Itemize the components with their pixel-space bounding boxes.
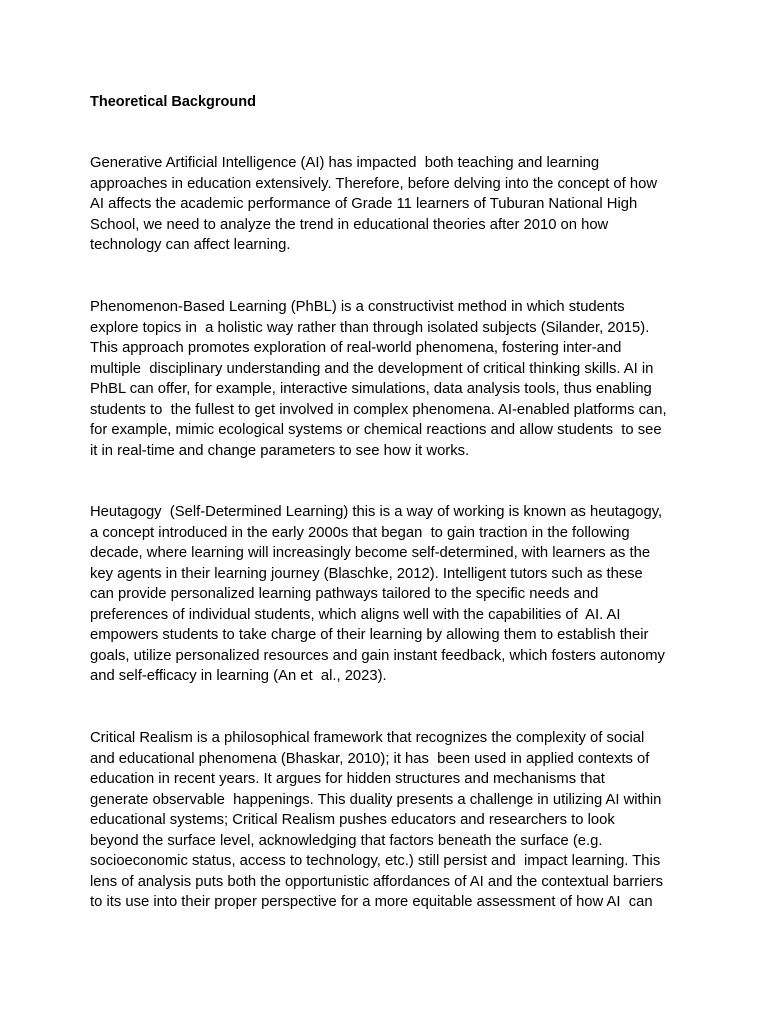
paragraph-line: and self-efficacy in learning (An et al., 2023). [90, 668, 387, 684]
paragraph-line: Heutagogy (Self-Determined Learning) this is a way of working is known as heutagogy, [90, 504, 663, 520]
paragraph-line: empowers students to take charge of their learning by allowing them to establish their [90, 627, 649, 643]
paragraph-line: educational systems; Critical Realism pushes educators and researchers to look [90, 812, 615, 828]
paragraph-line: goals, utilize personalized resources and gain instant feedback, which fosters autonomy [90, 647, 665, 664]
paragraph-line: can provide personalized learning pathways tailored to the specific needs and [90, 586, 599, 602]
paragraph-line: students to the fullest to get involved in complex phenomena. AI-enabled platforms can, [90, 401, 667, 418]
paragraph-line: and educational phenomena (Bhaskar, 2010); it has been used in applied contexts of [90, 750, 650, 767]
paragraph-line: generate observable happenings. This duality presents a challenge in utilizing AI within [90, 791, 662, 808]
paragraph-line: for example, mimic ecological systems or chemical reactions and allow students to see [90, 422, 662, 438]
paragraph-line: to its use into their proper perspective for a more equitable assessment of how AI can [90, 894, 653, 910]
paragraph-line: explore topics in a holistic way rather than through isolated subjects (Silander, 2015). [90, 319, 650, 336]
paragraph-line: Generative Artificial Intelligence (AI) has impacted both teaching and learning [90, 155, 600, 171]
paragraph-line: education in recent years. It argues for hidden structures and mechanisms that [90, 771, 605, 787]
paragraph-phbl [90, 297, 690, 461]
paragraph-line: multiple disciplinary understanding and the development of critical thinking skills. AI in [90, 360, 654, 377]
paragraph-line: it in real-time and change parameters to see how it works. [90, 442, 470, 459]
paragraph-line: lens of analysis puts both the opportunistic affordances of AI and the contextual barriers [90, 873, 664, 890]
paragraph-line: AI affects the academic performance of Grade 11 learners of Tuburan National High [90, 196, 638, 212]
paragraph-line: Phenomenon-Based Learning (PhBL) is a constructivist method in which students [90, 299, 625, 315]
paragraph-line: This approach promotes exploration of real-world phenomena, fostering inter-and [90, 340, 622, 356]
paragraph-line: preferences of individual students, which aligns well with the capabilities of AI. AI [90, 606, 621, 623]
paragraph-line: PhBL can offer, for example, interactive simulations, data analysis tools, thus enabling [90, 381, 652, 397]
paragraph-line: socioeconomic status, access to technology, etc.) still persist and impact learning. This [90, 853, 661, 869]
section-heading: Theoretical Background [90, 94, 256, 110]
paragraph-heutagogy [90, 502, 690, 687]
paragraph-line: Critical Realism is a philosophical framework that recognizes the complexity of social [90, 730, 645, 746]
paragraph-line: a concept introduced in the early 2000s that began to gain traction in the following [90, 524, 630, 541]
paragraph-line: technology can affect learning. [90, 237, 291, 253]
paragraph-line: approaches in education extensively. Therefore, before delving into the concept of how [90, 175, 658, 192]
paragraph-line: School, we need to analyze the trend in educational theories after 2010 on how [90, 216, 609, 233]
paragraph-intro [90, 153, 690, 256]
paragraph-line: key agents in their learning journey (Blaschke, 2012). Intelligent tutors such as these [90, 565, 643, 582]
paragraph-line: beyond the surface level, acknowledging that factors beneath the surface (e.g. [90, 832, 603, 849]
paragraph-line: decade, where learning will increasingly become self-determined, with learners as the [90, 545, 651, 561]
paragraph-critical-realism [90, 728, 690, 913]
